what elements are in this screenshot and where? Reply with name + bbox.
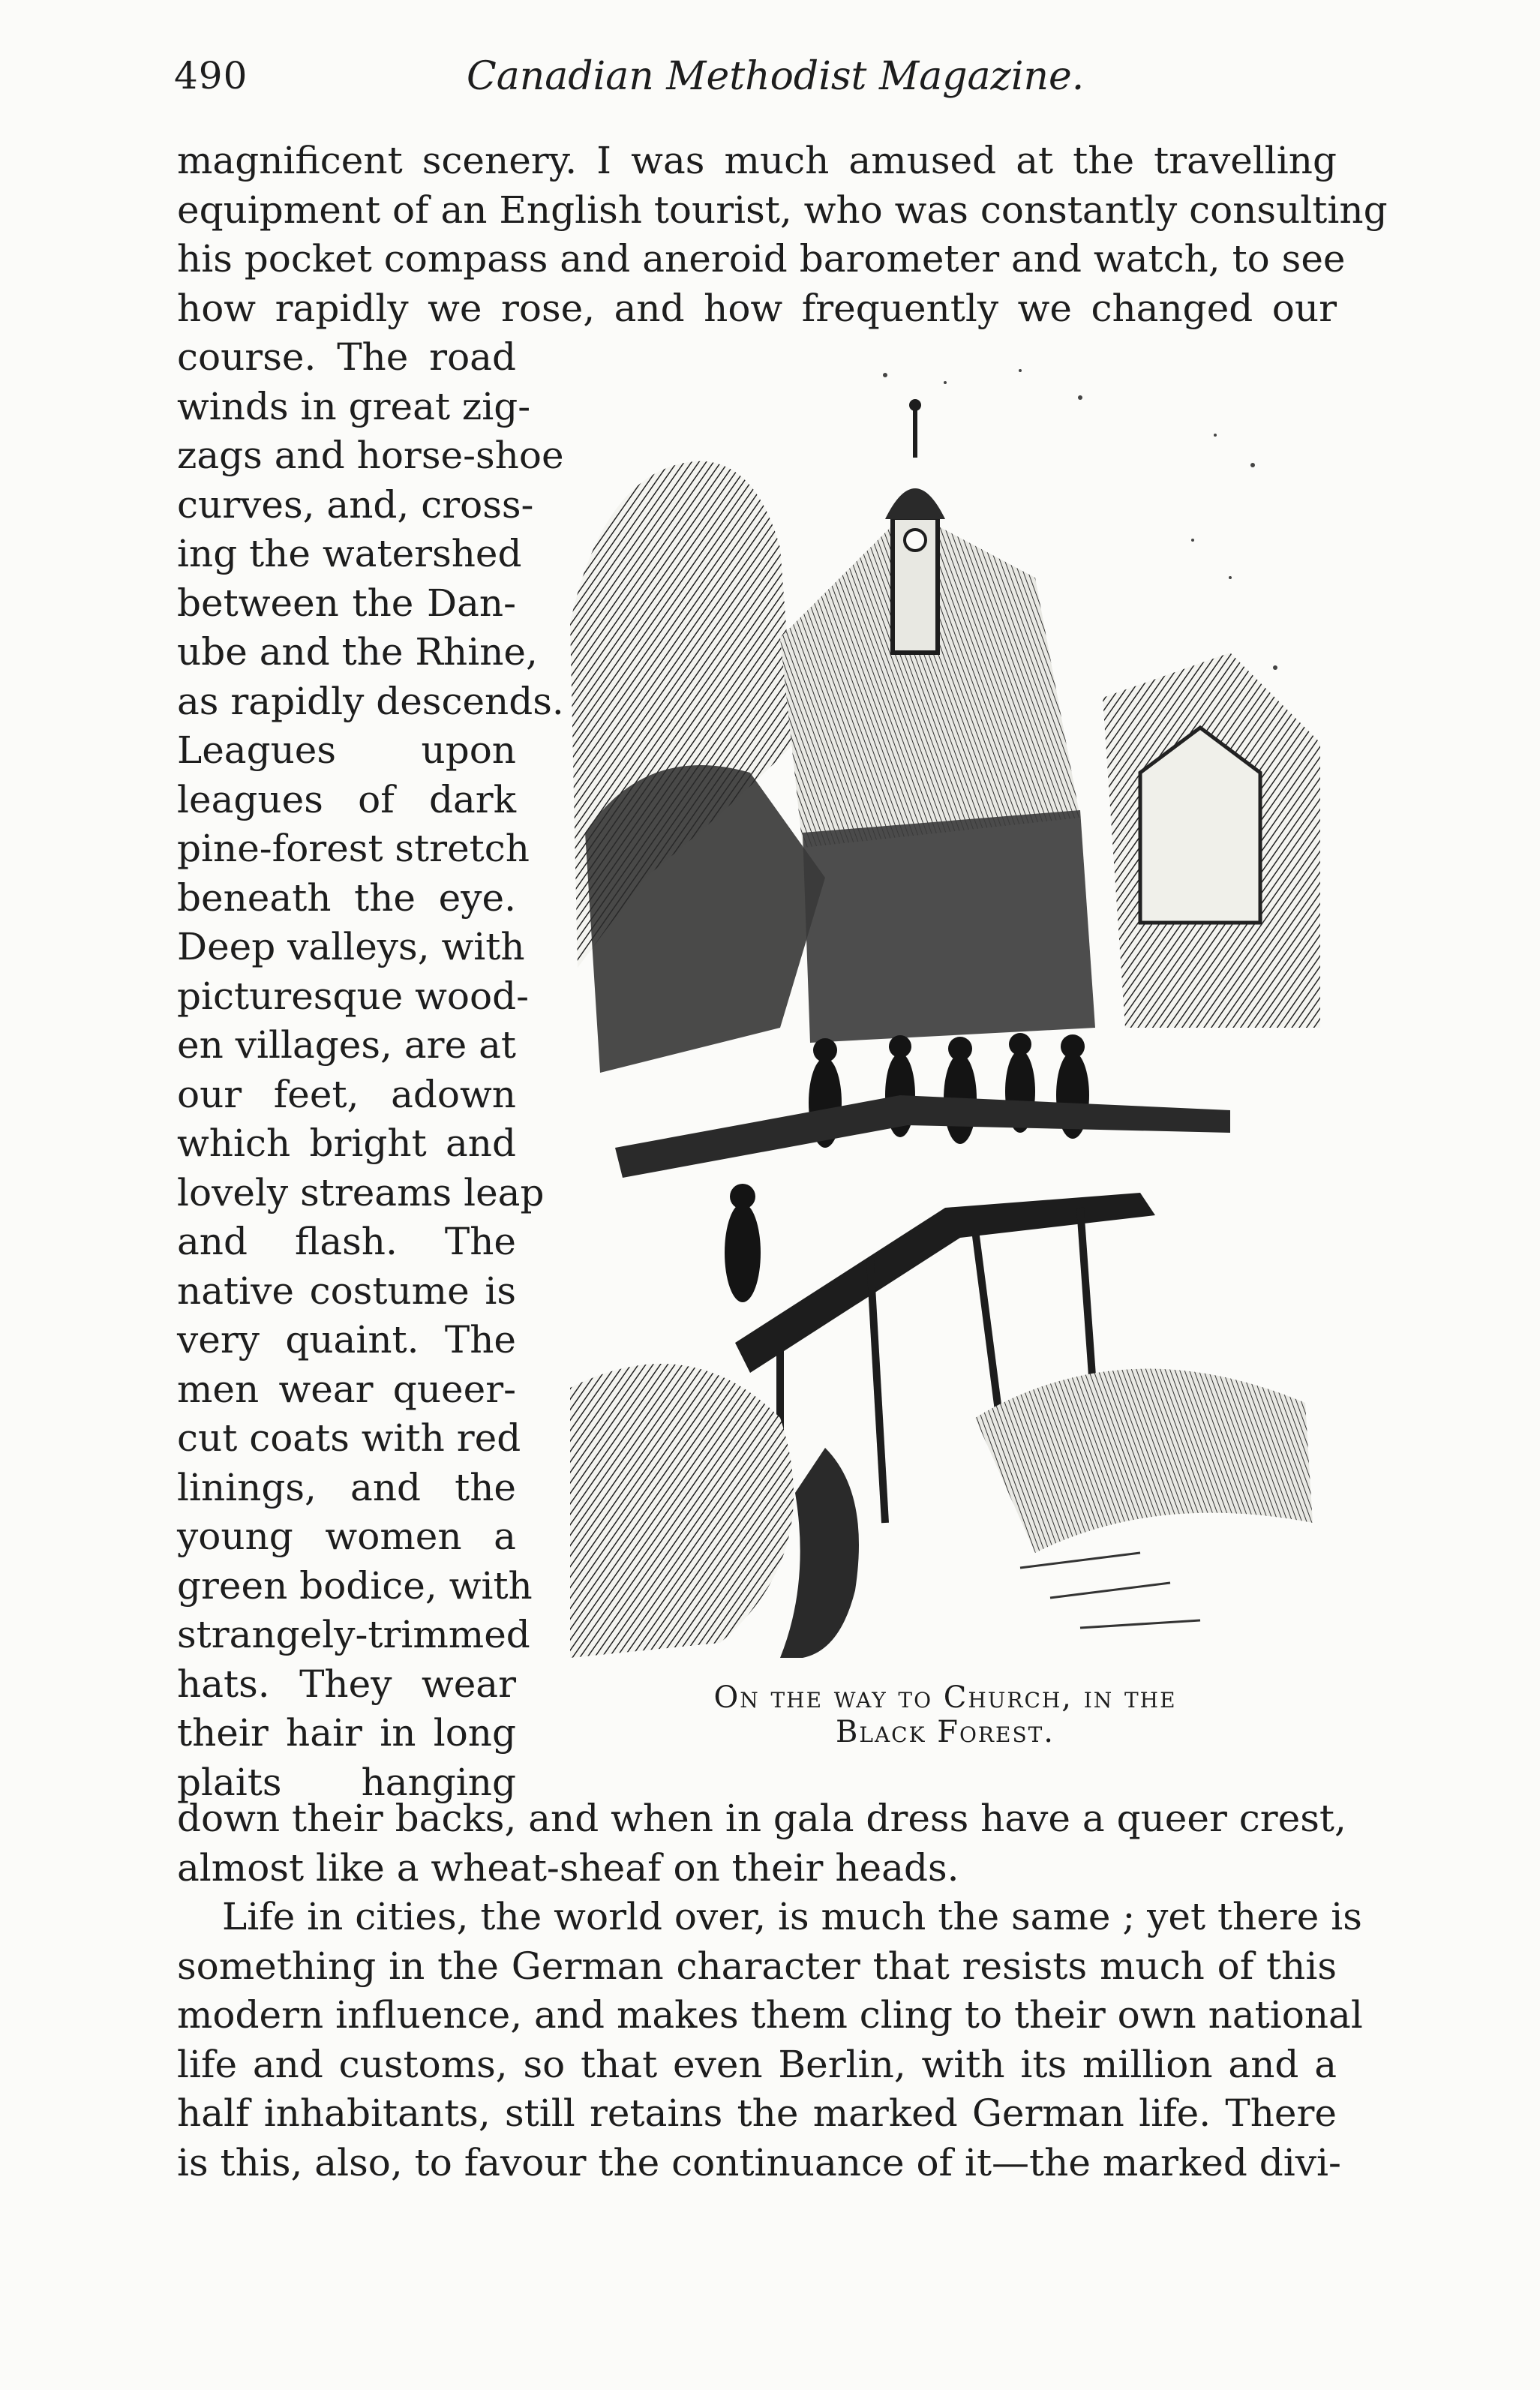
text-line: half inhabitants, still retains the marked German life. There [177,2091,1337,2135]
text-line: native costume is [177,1269,516,1313]
running-title: Canadian Methodist Magazine. [467,54,1085,99]
text-line: strangely-trimmed [177,1613,530,1656]
text-line: ing the watershed [177,532,522,575]
church-engraving-image [555,353,1335,1673]
text-line: almost like a wheat-sheaf on their heads. [177,1845,959,1890]
text-line: zags and horse-shoe [177,434,564,477]
text-line: his pocket compass and aneroid barometer and watch, to see [177,237,1346,281]
page-number: 490 [174,54,248,98]
text-line: cut coats with red [177,1416,521,1460]
text-line: lovely streams leap [177,1170,545,1215]
text-line: life and customs, so that even Berlin, with its million and a [177,2042,1337,2086]
caption-line: Black Forest. [835,1715,1055,1749]
full-width-paragraph-bottom [177,1794,1363,2187]
text-line: equipment of an English tourist, who was constantly consulting [177,188,1388,232]
text-line: down their backs, and when in gala dress have a queer crest, [177,1797,1346,1840]
figure-caption [593,1680,1298,1749]
text-line: pine-forest stretch [177,827,530,870]
engraving-illustration [555,353,1335,1688]
text-line: picturesque wood- [177,974,530,1018]
text-line: linings, and the [177,1465,516,1509]
text-line: and flash. The [177,1220,516,1263]
text-line: men wear queer- [177,1367,516,1411]
page-header [174,54,1344,107]
full-width-paragraph-top [177,137,1388,333]
text-line: our feet, adown [177,1072,516,1116]
text-line: Deep valleys, with [177,925,525,968]
text-line: Leagues upon [177,728,516,772]
text-line: course. The road [177,335,516,379]
text-line: Life in cities, the world over, is much the same ; yet there is [222,1895,1362,1938]
text-line: something in the German character that resists much of this [177,1944,1337,1988]
text-line: winds in great zig- [177,384,531,428]
text-line: modern influence, and makes them cling to their own national [177,1993,1363,2037]
text-line: leagues of dark [177,777,516,821]
text-line: their hair in long [177,1711,516,1755]
text-line: green bodice, with [177,1563,533,1608]
text-line: young women a [177,1515,516,1558]
wrapped-text-column [177,333,564,1807]
text-line: beneath the eye. [177,875,516,920]
text-line: as rapidly descends. [177,679,564,723]
text-line: ube and the Rhine, [177,630,538,674]
text-line: which bright and [177,1121,516,1165]
text-line: hats. They wear [177,1662,516,1706]
text-line: magnificent scenery. I was much amused at the travelling [177,139,1337,182]
caption-line: On the way to Church, in the [713,1680,1177,1715]
text-line: between the Dan- [177,581,516,625]
text-line: is this, also, to favour the continuance of it—the marked divi- [177,2140,1341,2184]
text-line: plaits hanging [177,1760,516,1804]
text-line: curves, and, cross- [177,482,534,527]
text-line: en villages, are at [177,1023,516,1067]
text-line: how rapidly we rose, and how frequently we changed our [177,286,1337,330]
text-line: very quaint. The [177,1318,516,1362]
